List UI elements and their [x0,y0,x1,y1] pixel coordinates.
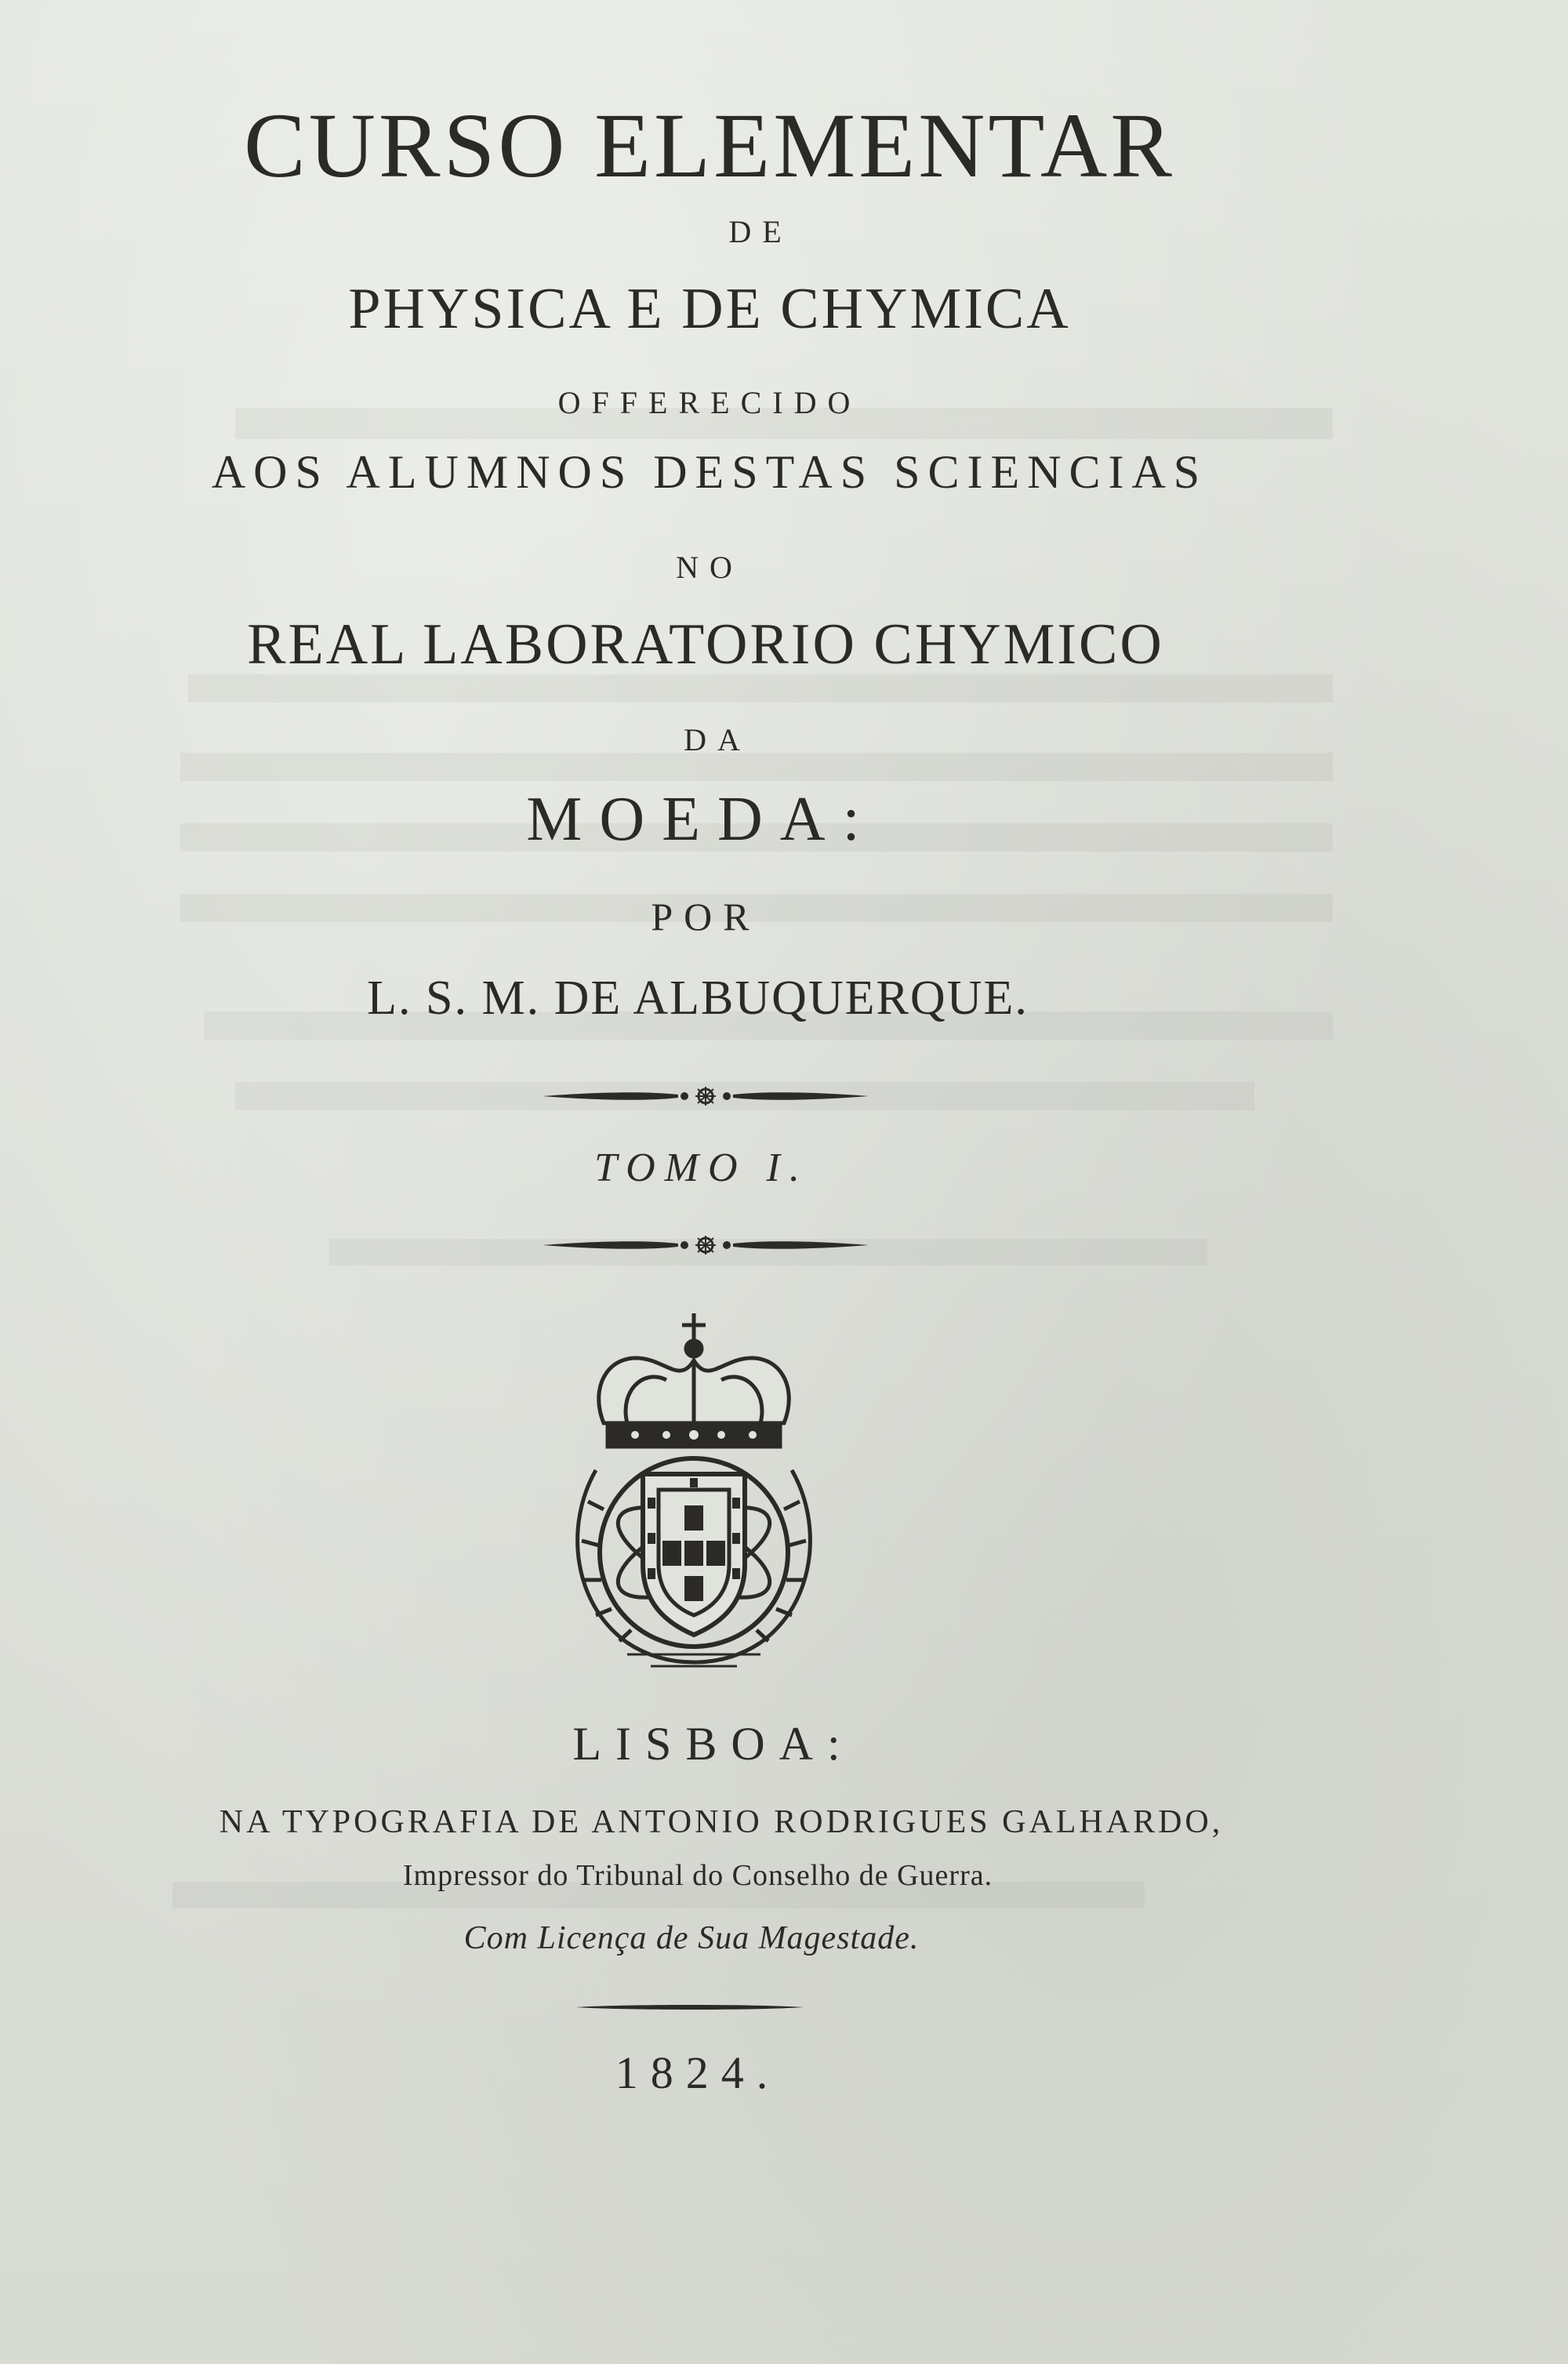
volume-line: TOMO I. [594,1146,809,1190]
book-title: CURSO ELEMENTAR [244,94,1175,197]
ornamental-rule-icon [541,1080,870,1112]
horizontal-rule-icon [576,2003,804,2011]
title-no: NO [676,550,743,585]
ornamental-rule-icon [541,1229,870,1261]
author-line: L. S. M. DE ALBUQUERQUE. [367,971,1029,1025]
city-line: LISBOA: [572,1718,855,1770]
offered-line: OFFERECIDO [557,385,862,420]
printer-role-line: Impressor do Tribunal do Conselho de Guerra. [402,1859,993,1892]
year-line: 1824. [615,2047,781,2098]
license-line: Com Licença de Sua Magestade. [463,1920,920,1956]
audience-line: AOS ALUMNOS DESTAS SCIENCIAS [211,446,1208,498]
title-da: DA [684,722,751,757]
institution-line: REAL LABORATORIO CHYMICO [247,612,1164,677]
title-por: POR [651,895,760,939]
royal-coat-of-arms-icon [564,1305,823,1678]
title-de: DE [728,214,793,249]
moeda-line: MOEDA: [526,785,877,854]
subject-line: PHYSICA E DE CHYMICA [348,277,1071,341]
printer-line: NA TYPOGRAFIA DE ANTONIO RODRIGUES GALHARDO, [219,1804,1224,1840]
